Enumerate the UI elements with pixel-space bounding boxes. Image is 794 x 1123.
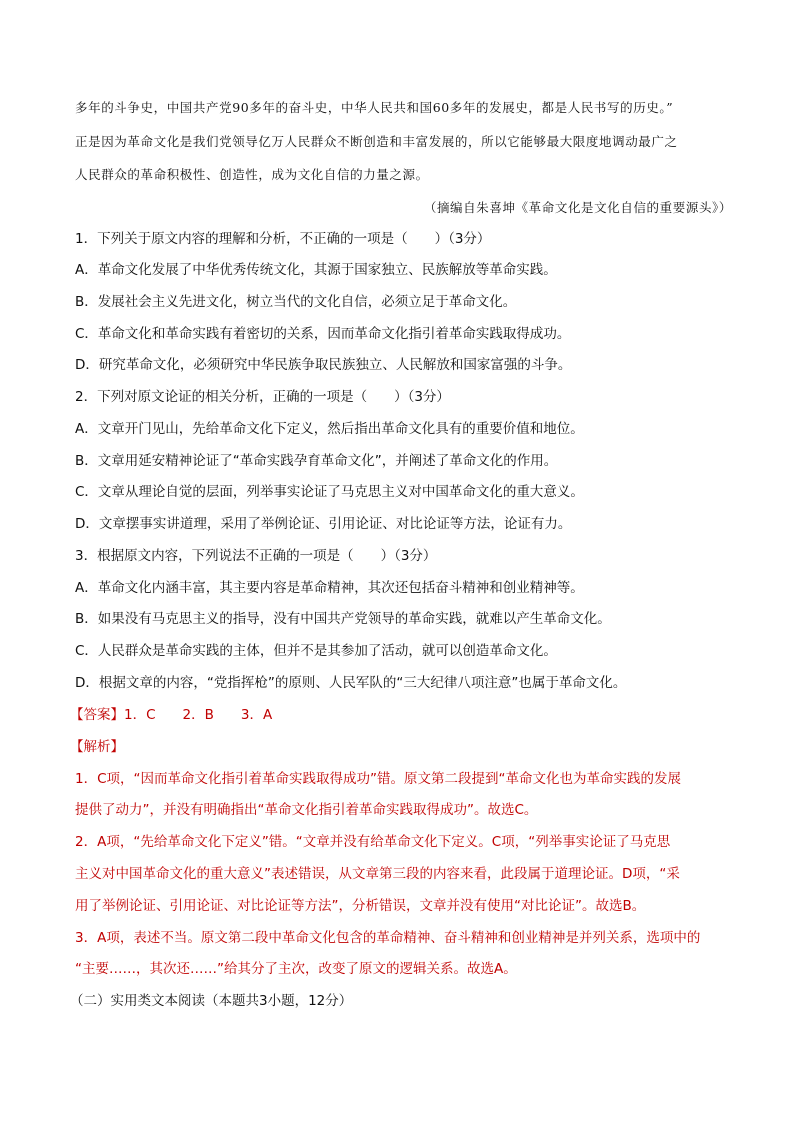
passage-line-1: 多年的斗争史，中国共产党90多年的奋斗史，中华人民共和国60多年的发展史，都是人民书写的历史。” [75,100,674,115]
question-2-option-d: D．文章摆事实讲道理，采用了举例论证、引用论证、对比论证等方法，论证有力。 [75,516,572,532]
passage-line-3: 人民群众的革命积极性、创造性，成为文化自信的力量之源。 [75,167,429,182]
analysis-line-6: 3．A项，表述不当。原文第二段中革命文化包含的革命精神、奋斗精神和创业精神是并列关系，选项中的 [75,930,701,946]
analysis-line-7: “主要……，其次还……”给其分了主次，改变了原文的逻辑关系。故选A。 [75,961,517,977]
question-3-option-b: B．如果没有马克思主义的指导，没有中国共产党领导的革命实践，就难以产生革命文化。 [75,611,611,627]
analysis-line-5: 用了举例论证、引用论证、对比论证等方法”，分析错误，文章并没有使用“对比论证”。故选B。 [75,898,646,914]
question-2-option-a: A．文章开门见山，先给革命文化下定义，然后指出革命文化具有的重要价值和地位。 [75,421,584,437]
question-1-stem: 1．下列关于原文内容的理解和分析，不正确的一项是（ ）（3分） [75,231,491,247]
question-1-option-d: D．研究革命文化，必须研究中华民族争取民族独立、人民解放和国家富强的斗争。 [75,357,572,373]
analysis-line-3: 2．A项，“先给革命文化下定义”错。“文章并没有给革命文化下定义。C项，“列举事实论证了马克思 [75,834,671,850]
section-heading: （二）实用类文本阅读（本题共3小题，12分） [70,993,353,1009]
question-3-option-c: C．人民群众是革命实践的主体，但并不是其参加了活动，就可以创造革命文化。 [75,643,557,659]
answer-line [70,706,272,724]
question-3-option-d: D．根据文章的内容，“党指挥枪”的原则、人民军队的“三大纪律八项注意”也属于革命文化。 [75,675,627,691]
analysis-line-4: 主义对中国革命文化的重大意义”表述错误，从文章第三段的内容来看，此段属于道理论证。D项，“采 [75,866,680,882]
question-3-option-a: A．革命文化内涵丰富，其主要内容是革命精神，其次还包括奋斗精神和创业精神等。 [75,580,584,596]
question-1-option-c: C．革命文化和革命实践有着密切的关系，因而革命文化指引着革命实践取得成功。 [75,326,571,342]
answer-value: 1．C 2．B 3．A [124,707,273,723]
analysis-label: 【解析】 [70,739,124,755]
answer-label: 【答案】 [70,707,124,723]
question-1-option-b: B．发展社会主义先进文化，树立当代的文化自信，必须立足于革命文化。 [75,294,517,310]
question-1-option-a: A．革命文化发展了中华优秀传统文化，其源于国家独立、民族解放等革命实践。 [75,262,557,278]
question-2-option-b: B．文章用延安精神论证了“革命实践孕育革命文化”，并阐述了革命文化的作用。 [75,453,558,469]
question-2-option-c: C．文章从理论自觉的层面，列举事实论证了马克思主义对中国革命文化的重大意义。 [75,484,584,500]
analysis-line-1: 1．C项，“因而革命文化指引着革命实践取得成功”错。原文第二段提到“革命文化也为革命实践的发展 [75,771,681,787]
analysis-line-2: 提供了动力”，并没有明确指出“革命文化指引着革命实践取得成功”。故选C。 [75,802,538,818]
passage-source: （摘编自朱喜坤《革命文化是文化自信的重要源头》） [423,200,732,215]
question-2-stem: 2．下列对原文论证的相关分析，正确的一项是（ ）（3分） [75,389,450,405]
passage-line-2: 正是因为革命文化是我们党领导亿万人民群众不断创造和丰富发展的，所以它能够最大限度地调动最广之 [75,134,678,149]
question-3-stem: 3．根据原文内容，下列说法不正确的一项是（ ）（3分） [75,548,437,564]
